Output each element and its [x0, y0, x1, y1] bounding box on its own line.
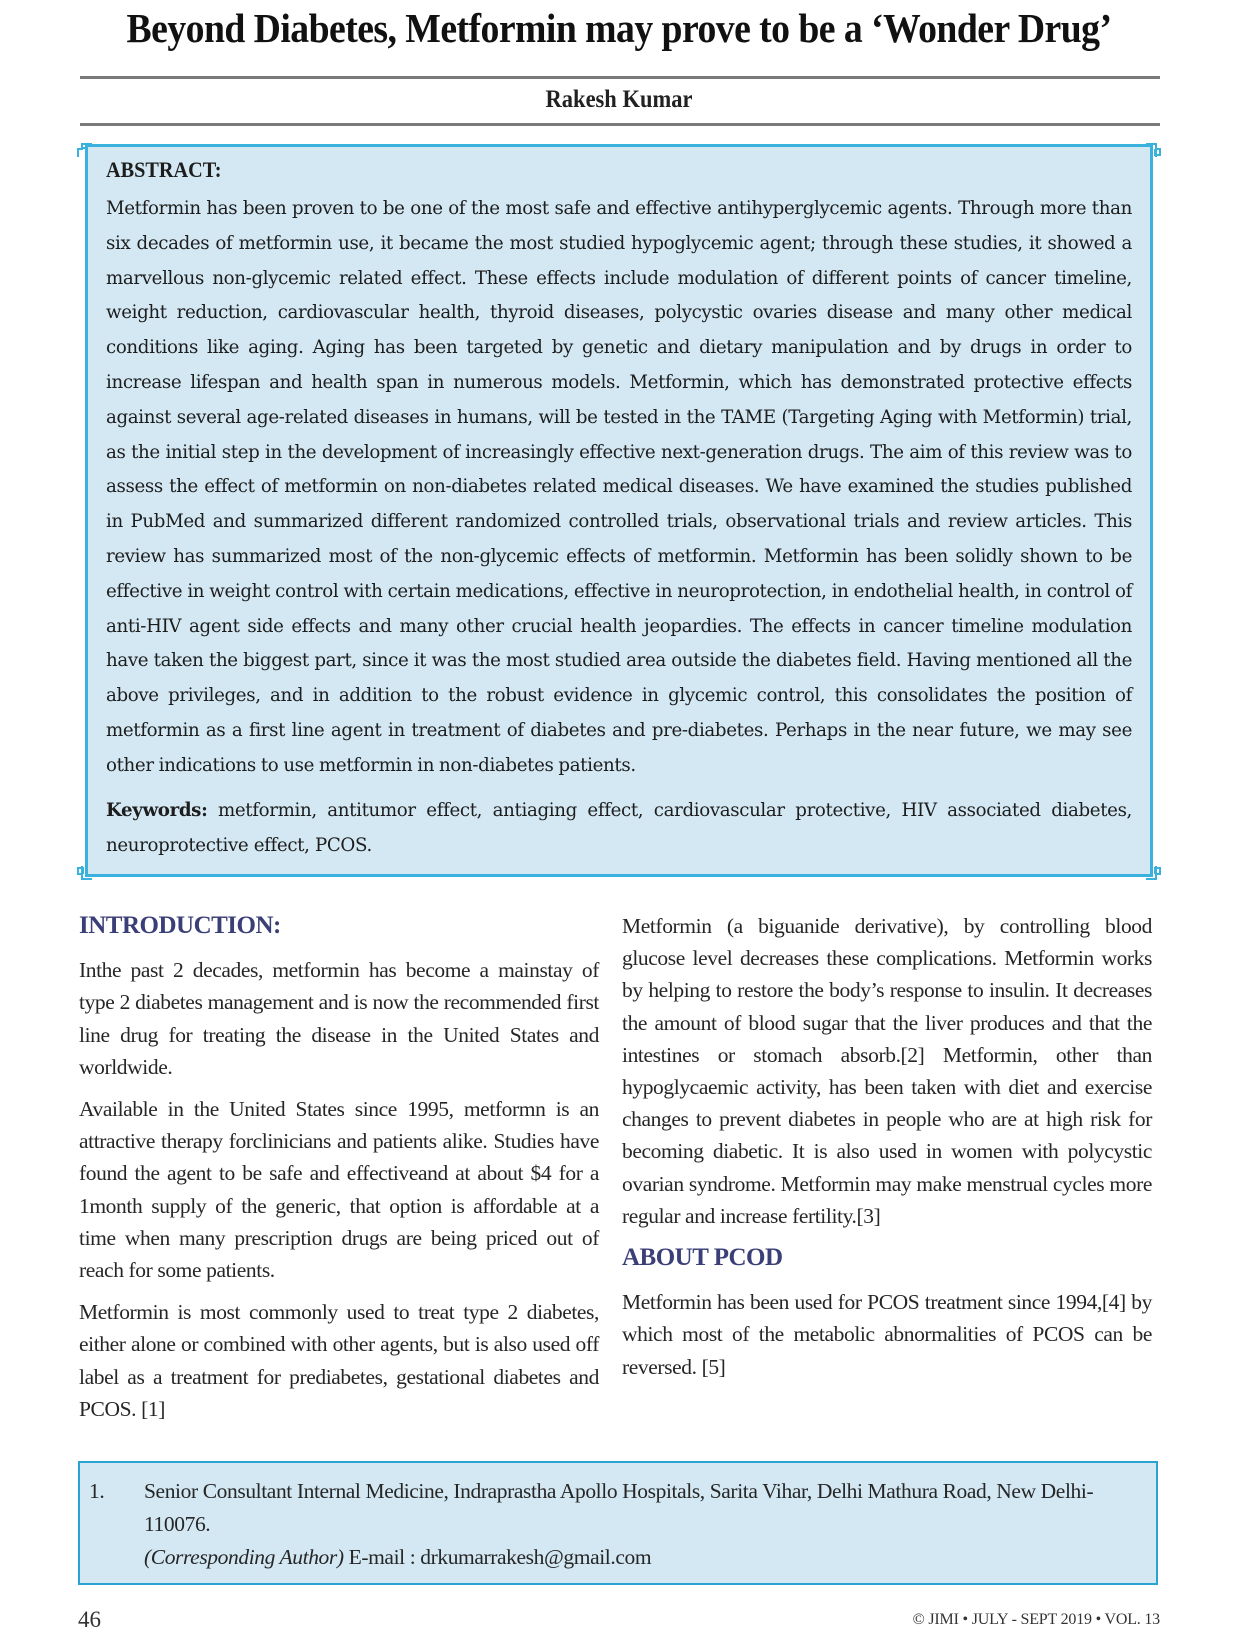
corresponding-label: (Corresponding Author)	[144, 1545, 344, 1569]
affiliation-text	[144, 1475, 1124, 1574]
corner-ornament-icon	[1144, 864, 1162, 882]
metformin-paragraph: Metformin (a biguanide derivative), by controlling blood glucose level decreases these complications. Metformin works by helping to restore the body’s response to insulin. It decreases the amount of blood sugar that the liver produces and that the intestines or stomach absorb.[2] Metformin, other than hypoglycaemic activity, has been taken with diet and exercise changes to prevent diabetes in people who are at high risk for becoming diabetic. It is also used in women with polycystic ovarian syndrome. Metformin may make menstrual cycles more regular and increase fertility.[3]	[622, 914, 1152, 1228]
affiliation-box	[78, 1461, 1158, 1585]
affiliation-address: Senior Consultant Internal Medicine, Indraprastha Apollo Hospitals, Sarita Vihar, Delhi Mathura Road, New Delhi-110076.	[144, 1479, 1094, 1536]
page-number: 46	[78, 1607, 101, 1632]
author-rule	[80, 123, 1160, 126]
intro-paragraph: Metformin is most commonly used to treat type 2 diabetes, either alone or combined with other agents, but is also used off label as a treatment for prediabetes, gestational diabetes and PCOS. [1]	[79, 1300, 599, 1421]
pcod-heading: ABOUT PCOD	[622, 1244, 783, 1272]
corner-ornament-icon	[76, 141, 94, 159]
right-column	[622, 910, 1152, 1393]
keywords	[106, 794, 1132, 864]
intro-paragraph: Inthe past 2 decades, metformin has become a mainstay of type 2 diabetes management and is now the recommended first line drug for treating the disease in the United States and worldwide.	[79, 958, 599, 1079]
introduction-heading: INTRODUCTION:	[79, 912, 281, 939]
abstract-box	[85, 144, 1153, 877]
author-email: E-mail : drkumarrakesh@gmail.com	[343, 1545, 652, 1569]
left-column	[79, 910, 599, 1435]
corner-ornament-icon	[1144, 141, 1162, 159]
author-name: Rakesh Kumar	[545, 86, 693, 113]
corresponding-author	[144, 1541, 1124, 1574]
abstract-heading: ABSTRACT:	[106, 157, 222, 182]
article-title: Beyond Diabetes, Metformin may prove to be a ‘Wonder Drug’	[126, 5, 1112, 51]
keywords-list: metformin, antitumor effect, antiaging effect, cardiovascular protective, HIV associated diabetes, neuroprotective effect, PCOS.	[106, 800, 1132, 856]
affiliation-number: 1.	[89, 1479, 105, 1503]
keywords-label: Keywords:	[106, 800, 208, 821]
journal-footer: © JIMI • JULY - SEPT 2019 • VOL. 13	[912, 1611, 1160, 1628]
title-rule	[80, 76, 1160, 79]
abstract-text: Metformin has been proven to be one of the most safe and effective antihyperglycemic agents. Through more than six decades of metformin use, it became the most studied hypoglycemic agent; through these studies, it showed a marvellous non-glycemic related effect. These effects include modulation of different points of cancer timeline, weight reduction, cardiovascular health, thyroid diseases, polycystic ovaries disease and many other medical conditions like aging. Aging has been targeted by genetic and dietary manipulation and by drugs in order to increase lifespan and health span in numerous models. Metformin, which has demonstrated protective effects against several age-related diseases in humans, will be tested in the TAME (Targeting Aging with Metformin) trial, as the initial step in the development of increasingly effective next-generation drugs. The aim of this review was to assess the effect of metformin on non-diabetes related medical diseases. We have examined the studies published in PubMed and summarized different randomized controlled trials, observational trials and review articles. This review has summarized most of the non-glycemic effects of metformin. Metformin has been solidly shown to be effective in weight control with certain medications, effective in neuroprotection, in endothelial health, in control of anti-HIV agent side effects and many other crucial health jeopardies. The effects in cancer timeline modulation have taken the biggest part, since it was the most studied area outside the diabetes field. Having mentioned all the above privileges, and in addition to the robust evidence in glycemic control, this consolidates the position of metformin as a first line agent in treatment of diabetes and pre-diabetes. Perhaps in the near future, we may see other indications to use metformin in non-diabetes patients.	[106, 198, 1132, 776]
pcod-paragraph: Metformin has been used for PCOS treatment since 1994,[4] by which most of the metabolic abnormalities of PCOS can be reversed. [5]	[622, 1290, 1152, 1379]
intro-paragraph: Available in the United States since 1995, metformn is an attractive therapy forclinicians and patients alike. Studies have found the agent to be safe and effectiveand at about $4 for a 1month supply of the generic, that option is affordable at a time when many prescription drugs are being priced out of reach for some patients.	[79, 1097, 599, 1283]
corner-ornament-icon	[76, 864, 94, 882]
